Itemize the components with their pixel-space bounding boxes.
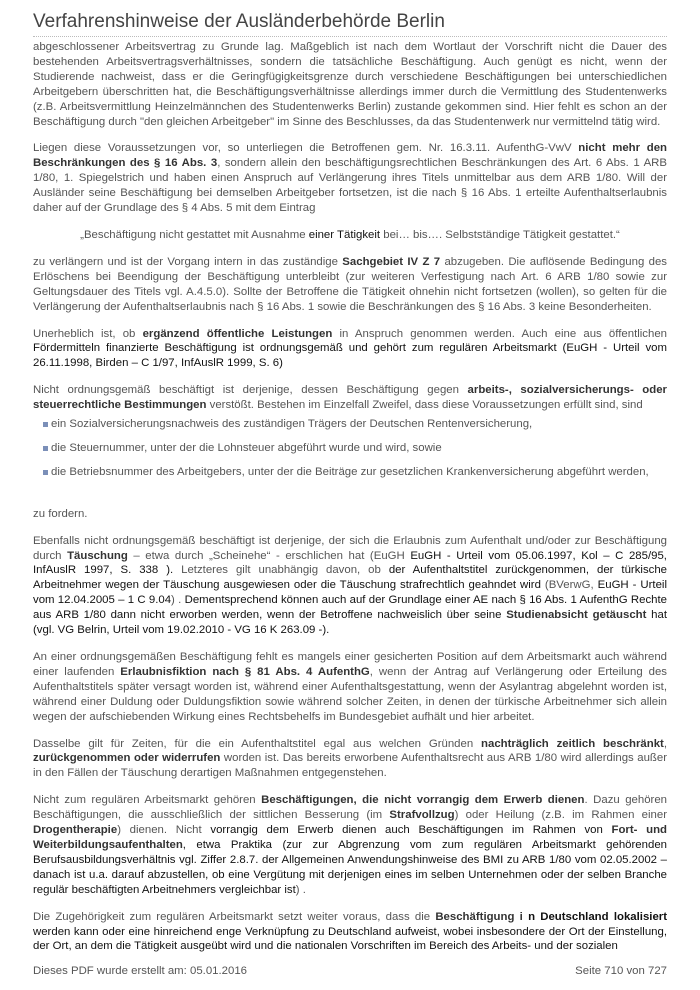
header-divider (33, 36, 667, 37)
paragraph-3: zu verlängern und ist der Vorgang intern in das zuständige Sachgebiet IV Z 7 abzugeben. Die auflösende Bedingung des Erlöschens bei Beendigung der Beschäftigung unterbleibt (zur weiteren Verfestigung nach Art. 6 ARB 1/80 sowie zur Geltungsdauer des Titels vgl. A.4.5.0). Sollte der Betroffene die Tätigkeit ohnehin nicht fortsetzen (wollen), so gelten für die Verlängerung der Aufenthaltserlaubnis nach § 16 Abs. 1 sowie die Beschränkungen des § 16 Abs. 3 keine Besonderheiten. (33, 255, 667, 313)
paragraph-9: Dasselbe gilt für Zeiten, für die ein Aufenthaltstitel egal aus welchen Gründen nachträglich zeitlich beschränkt, zurückgenommen oder widerrufen worden ist. Das bereits erworbene Aufenthaltsrecht aus ARB 1/80 wird allerdings außer in den Fällen der Täuschung derartigen Maßnahmen entgegenstehen. (33, 737, 667, 780)
paragraph-2: Liegen diese Voraussetzungen vor, so unterliegen die Betroffenen gem. Nr. 16.3.11. AufenthG-VwV nicht mehr den Beschränkungen des § 16 Abs. 3, sondern allein den beschäftigungsrechtlichen Beschränkungen des Art. 6 Abs. 1 ARB 1/80, 1. Spiegelstrich und haben einen Anspruch auf Verlängerung ihres Titels unmittelbar aus dem ARB 1/80. Will der Ausländer seine Beschäftigung bei demselben Arbeitgeber fortsetzen, ist die nach § 16 Abs. 1 erteilte Aufenthaltserlaubnis daher auf der Grundlage des § 4 Abs. 5 mit dem Eintrag (33, 142, 667, 215)
footer-page-number: Seite 710 von 727 (575, 965, 667, 977)
paragraph-7: Ebenfalls nicht ordnungsgemäß beschäftigt ist derjenige, der sich die Erlaubnis zum Aufenthalt und/oder zur Beschäftigung durch Täuschung – etwa durch „Scheinehe“ - erschlichen hat (EuGH EuGH - Urteil vom 05.06.1997, Kol – C 285/95, InfAuslR 1997, S. 338 ). Letzteres gilt unabhängig davon, ob der Aufenthaltstitel zurückgenommen, der türkische Arbeitnehmer wegen der Täuschung ausgewiesen oder die Täuschung strafrechtlich geahndet wird (BVerwG, EuGH - Urteil vom 12.04.2005 – 1 C 9.04) . Dementsprechend können auch auf der Grundlage einer AE nach § 16 Abs. 1 AufenthG Rechte aus ARB 1/80 dann nicht erworben werden, wenn der Betroffene nachweislich über seine Studienabsicht getäuscht hat (vgl. VG Belrin, Urteil vom 19.02.2010 - VG 16 K 263.09 -). (33, 534, 668, 637)
paragraph-4: Unerheblich ist, ob ergänzend öffentliche Leistungen in Anspruch genommen werden. Auch eine aus öffentlichen Fördermitteln finanzierte Beschäftigung ist ordnungsgemäß und gehört zum regulären Arbeitsmarkt (EuGH - Urteil vom 26.11.1998, Birden – C 1/97, InfAuslR 1999, S. 6) (33, 327, 667, 370)
list-item: ein Sozialversicherungsnachweis des zuständigen Trägers der Deutschen Rentenversicherung, (43, 417, 667, 432)
footer-created-date: Dieses PDF wurde erstellt am: 05.01.2016 (33, 965, 247, 977)
paragraph-11: Die Zugehörigkeit zum regulären Arbeitsmarkt setzt weiter voraus, dass die Beschäftigung i n Deutschland lokalisiert werden kann oder eine hinreichend enge Verknüpfung zu Deutschland aufweist, wobei insbesondere der Ort der Einstellung, der Ort, an dem die Tätigkeit ausgeübt wird und die nationalen Vorschriften im Bereich des Arbeits- und der sozialen (33, 910, 668, 953)
paragraph-6: zu fordern. (33, 507, 88, 520)
paragraph-5: Nicht ordnungsgemäß beschäftigt ist derjenige, dessen Beschäftigung gegen arbeits-, sozialversicherungs- oder steuerrechtliche Bestimmungen verstößt. Bestehen im Einzelfall Zweifel, dass diese Voraussetzungen erfüllt sind, sind (33, 384, 667, 412)
bullet-icon (43, 422, 48, 427)
paragraph-1: abgeschlossener Arbeitsvertrag zu Grunde lag. Maßgeblich ist nach dem Wortlaut der Vorschrift nicht die Dauer des bestehenden Arbeitsvertragsverhältnisses, sondern die tatsächliche Beschäftigung. Auch genügt es nicht, wenn der Studierende nachweist, dass er die Geringfügigkeitsgrenze durch verschiedene Beschäftigungen bei unterschiedlichen Arbeitgebern überschritten hat, die Beschäftigungsverhältnisse allerdings immer durch die Vermittlung des Studentenwerks (z.B. Arbeitsvermittlung Heinzelmännchen des Studentenwerks Berlin) zustande gekommen sind. Hier fehlt es schon an der Beschäftigung durch "den gleichen Arbeitgeber" im Sinne des Beschlusses, da das Studentenwerk nur vermittelnd tätig wird. (33, 41, 667, 128)
paragraph-10: Nicht zum regulären Arbeitsmarkt gehören Beschäftigungen, die nicht vorrangig dem Erwerb dienen. Dazu gehören Beschäftigungen, die ausschließlich der sittlichen Besserung (im Strafvollzug) oder Heilung (z.B. im Rahmen einer Drogentherapie) dienen. Nicht vorrangig dem Erwerb dienen auch Beschäftigungen im Rahmen von Fort- und Weiterbildungsaufenthalten, etwa Praktika (zur zur Abgrenzung vom zum regulären Arbeitsmarkt gehörenden Berufsausbildungsverhältnis vgl. Ziffer 2.8.7. der Allgemeinen Anwendungshinweise des BMI zu ARB 1/80 vom 02.05.2002 – danach ist u.a. darauf abzustellen, ob eine Vergütung mit derjenigen eines im selben Unternehmen oder der selben Branche regulär beschäftigten Arbeitnehmers vergleichbar ist) . (33, 794, 667, 896)
requirements-list (33, 417, 667, 480)
bullet-icon (43, 446, 48, 451)
bullet-icon (43, 470, 48, 475)
list-item: die Betriebsnummer des Arbeitgebers, unter der die Beiträge zur gesetzlichen Krankenversicherung abgeführt werden, (43, 465, 667, 480)
document-body (33, 40, 667, 966)
list-item: die Steuernummer, unter der die Lohnsteuer abgeführt wurde und wird, sowie (43, 441, 667, 456)
quoted-entry: „Beschäftigung nicht gestattet mit Ausnahme einer Tätigkeit bei… bis…. Selbstständige Tätigkeit gestattet.“ (80, 228, 620, 241)
paragraph-8: An einer ordnungsgemäßen Beschäftigung fehlt es mangels einer gesicherten Position auf dem Arbeitsmarkt auch während einer laufenden Erlaubnisfiktion nach § 81 Abs. 4 AufenthG, wenn der Antrag auf Verlängerung oder Erteilung des Aufenthaltstitels später versagt worden ist, während einer Aufenthaltsgestattung, wenn der Asylantrag abgelehnt worden ist, während einer Duldung oder Duldungsfiktion sowie während solcher Zeiten, in denen der türkische Arbeitnehmer sich allein wegen der aufschiebenden Wirkung eines Rechtsbehelfs im Bundesgebiet aufhält und hier arbeitet. (33, 651, 668, 723)
page-title: Verfahrenshinweise der Ausländerbehörde Berlin (33, 11, 445, 32)
